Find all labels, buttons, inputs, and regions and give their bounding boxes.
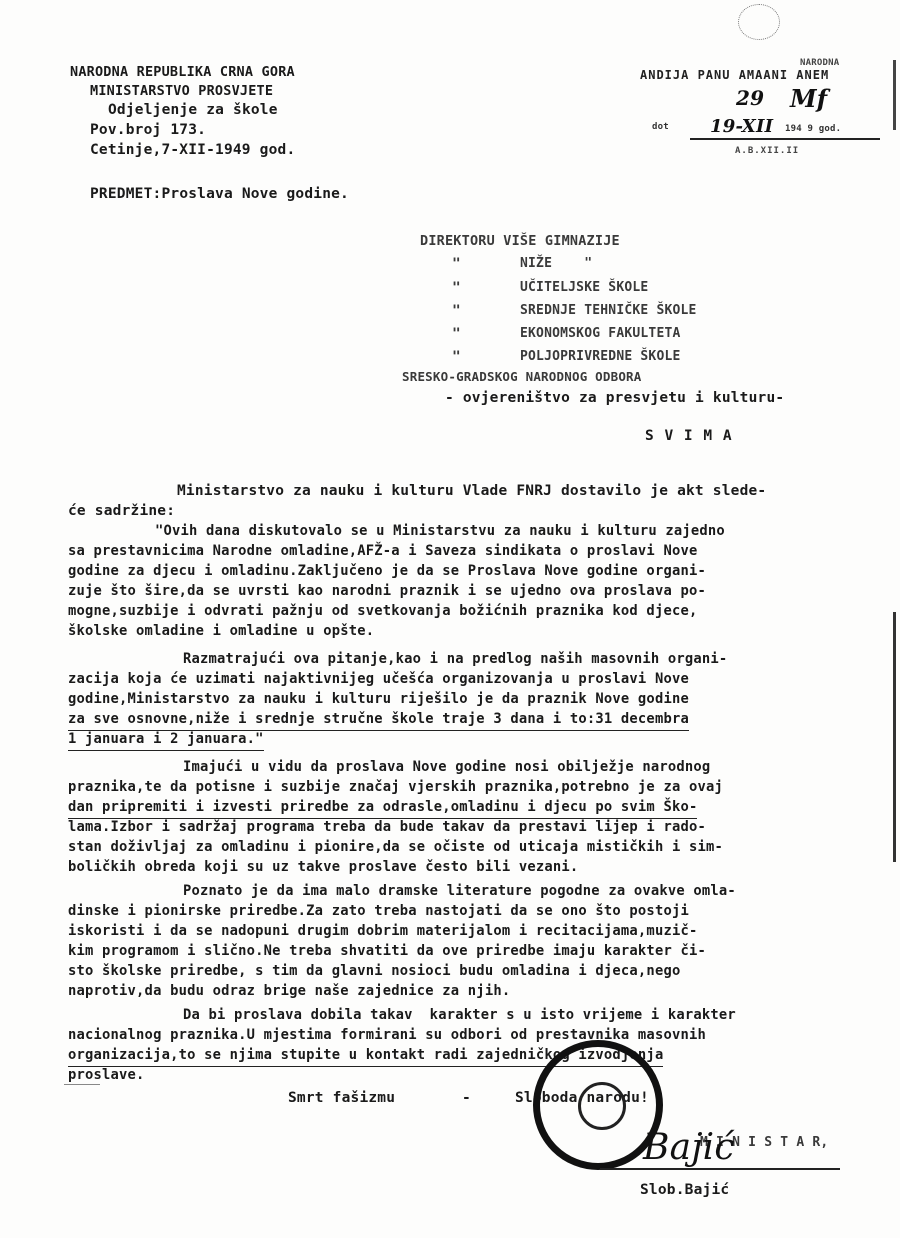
body-line: Razmatrajući ova pitanje,kao i na predlog naših masovnih organi- <box>183 651 728 667</box>
coat-of-arms-icon <box>738 4 780 40</box>
signature-line <box>600 1168 840 1170</box>
ditto-mark: " <box>452 349 461 365</box>
handwritten-signature: Bajić <box>643 1127 735 1168</box>
department: Odjeljenje za škole <box>108 102 278 118</box>
body-line: "Ovih dana diskutovalo se u Ministarstvu za nauku i kulturu zajedno <box>155 523 725 539</box>
body-line: sto školske priredbe, s tim da glavni nosioci budu omladina i djeca,nego <box>68 963 681 979</box>
org-line-1: NARODNA REPUBLIKA CRNA GORA <box>70 64 295 80</box>
reference-number: Pov.broj 173. <box>90 122 207 138</box>
body-line: godine,Ministarstvo za nauku i kulturu riješilo je da praznik Nove godine <box>68 691 689 707</box>
body-line-underlined: dan pripremiti i izvesti priredbe za odrasle,omladinu i djecu po svim Ško- <box>68 798 697 819</box>
addressees-label: S V I M A <box>645 428 733 444</box>
ditto-mark: " <box>452 256 461 272</box>
recipient-item: - ovjereništvo za presvjetu i kulturu- <box>445 390 785 406</box>
slogan-right: Sloboda narodu! <box>515 1090 649 1106</box>
body-line: zuje što šire,da se uvrsti kao narodni praznik i se ujedno ova proslava po- <box>68 583 706 599</box>
body-line: naprotiv,da budu odraz brige naše zajednice za njih. <box>68 983 511 999</box>
recipient-item: SRESKO-GRADSKOG NARODNOG ODBORA <box>402 369 642 384</box>
body-line: praznika,te da potisne i suzbije značaj vjerskih praznika,potrebno je za ovaj <box>68 779 723 795</box>
registry-rule <box>690 138 880 140</box>
registry-initials: Mf <box>790 84 828 113</box>
registry-code: A.B.XII.II <box>735 146 800 156</box>
org-line-2: MINISTARSTVO PROSVJETE <box>90 83 274 99</box>
registry-year: 194 9 god. <box>785 124 842 134</box>
ditto-mark: " <box>452 326 461 342</box>
body-line: dinske i pionirske priredbe.Za zato treba nastojati da se ono što postoji <box>68 903 689 919</box>
body-line: nacionalnog praznika.U mjestima formirani su odbori od prestavnika masovnih <box>68 1027 706 1043</box>
subject-text: Proslava Nove godine. <box>161 186 349 202</box>
body-line: stan doživljaj za omladinu i pionire,da se očiste od uticaja mističkih i sim- <box>68 839 723 855</box>
slogan-dash: - <box>462 1090 471 1106</box>
registry-stamp-header: NARODNA <box>800 58 840 68</box>
signatory-name: Slob.Bajić <box>640 1182 730 1198</box>
ditto-mark: " <box>452 280 461 296</box>
registry-stamp-title: ANDIJA PANU AMAANI ANEM <box>640 68 830 82</box>
body-line-underlined: za sve osnovne,niže i srednje stručne škole traje 3 dana i to:31 decembra <box>68 710 689 731</box>
subject-line <box>90 186 349 202</box>
body-line: proslave. <box>68 1067 145 1083</box>
ditto-mark: " <box>452 303 461 319</box>
body-line: Da bi proslava dobila takav karakter s u isto vrijeme i karakter <box>183 1007 736 1023</box>
signatory-title: M I N I S T A R, <box>700 1135 829 1150</box>
recipient-item: SREDNJE TEHNIČKE ŠKOLE <box>520 303 697 318</box>
registry-number: 29 <box>736 86 765 110</box>
page-edge-mark <box>893 612 896 862</box>
slogan-left: Smrt fašizmu <box>288 1090 396 1106</box>
registry-date: 19-XII <box>710 116 774 137</box>
registry-date-prefix: dot <box>652 122 669 132</box>
body-line: Imajući u vidu da proslava Nove godine nosi obilježje narodnog <box>183 759 711 775</box>
recipient-item: EKONOMSKOG FAKULTETA <box>520 326 681 341</box>
divider <box>64 1084 100 1085</box>
body-line: će sadržine: <box>68 503 176 519</box>
body-line: školske omladine i omladine u opšte. <box>68 623 375 639</box>
body-line: sa prestavnicima Narodne omladine,AFŽ-a i Saveza sindikata o proslavi Nove <box>68 543 698 559</box>
recipient-item: UČITELJSKE ŠKOLE <box>520 280 649 295</box>
recipient-item: DIREKTORU VIŠE GIMNAZIJE <box>420 233 620 249</box>
body-line: Poznato je da ima malo dramske literature pogodne za ovakve omla- <box>183 883 736 899</box>
body-line: lama.Izbor i sadržaj programa treba da bude takav da prestavi lijep i rado- <box>68 819 706 835</box>
body-line: mogne,suzbije i odvrati pažnju od svetkovanja božićnih praznika kod djece, <box>68 603 698 619</box>
body-line: boličkih obreda koji su uz takve proslave često bili vezani. <box>68 859 579 875</box>
seal-emblem-icon <box>578 1082 626 1130</box>
page-edge-mark <box>893 60 896 130</box>
recipient-item: NIŽE " <box>520 256 593 271</box>
body-line-underlined: 1 januara i 2 januara." <box>68 730 264 751</box>
body-line: kim programom i slično.Ne treba shvatiti da ove priredbe imaju karakter či- <box>68 943 706 959</box>
recipient-item: POLJOPRIVREDNE ŠKOLE <box>520 349 681 364</box>
body-line: godine za djecu i omladinu.Zaključeno je da se Proslava Nove godine organi- <box>68 563 706 579</box>
subject-label: PREDMET: <box>90 186 162 202</box>
body-line: iskoristi i da se nadopuni drugim dobrim materijalom i recitacijama,muzič- <box>68 923 698 939</box>
place-date: Cetinje,7-XII-1949 god. <box>90 142 296 158</box>
body-line: zacija koja će uzimati najaktivnijeg učešća organizovanja u proslavi Nove <box>68 671 689 687</box>
body-line-underlined: organizacija,to se njima stupite u kontakt radi zajedničkog izvodjenja <box>68 1046 663 1067</box>
body-line: Ministarstvo za nauku i kulturu Vlade FNRJ dostavilo je akt slede- <box>177 483 767 499</box>
registry-stamp <box>640 58 880 168</box>
